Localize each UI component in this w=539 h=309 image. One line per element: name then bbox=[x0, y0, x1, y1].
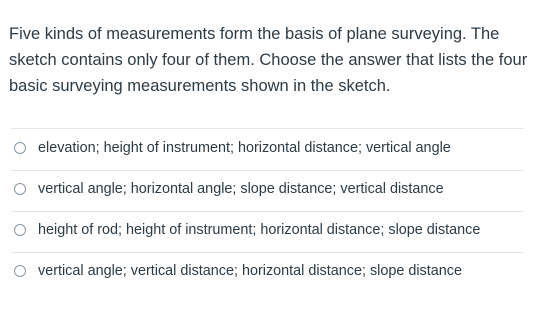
radio-button[interactable] bbox=[14, 142, 26, 154]
answer-option-label: vertical angle; vertical distance; horizontal distance; slope distance bbox=[38, 263, 462, 279]
divider bbox=[11, 128, 524, 129]
answer-option-1[interactable] bbox=[0, 137, 539, 159]
answer-option-label: height of rod; height of instrument; horizontal distance; slope distance bbox=[38, 222, 481, 238]
radio-button[interactable] bbox=[14, 224, 26, 236]
radio-button[interactable] bbox=[14, 265, 26, 277]
divider bbox=[11, 252, 524, 253]
radio-button[interactable] bbox=[14, 183, 26, 195]
divider bbox=[11, 211, 524, 212]
divider bbox=[11, 170, 524, 171]
question-text: Five kinds of measurements form the basis of plane surveying. The sketch contains only four of them. Choose the answer that lists the four basic surveying measurements shown in the sketch. bbox=[9, 25, 528, 95]
answer-option-4[interactable] bbox=[0, 260, 539, 282]
answer-option-2[interactable] bbox=[0, 178, 539, 200]
answer-option-label: elevation; height of instrument; horizontal distance; vertical angle bbox=[38, 140, 451, 156]
answer-option-label: vertical angle; horizontal angle; slope distance; vertical distance bbox=[38, 181, 444, 197]
answer-option-3[interactable] bbox=[0, 219, 539, 241]
